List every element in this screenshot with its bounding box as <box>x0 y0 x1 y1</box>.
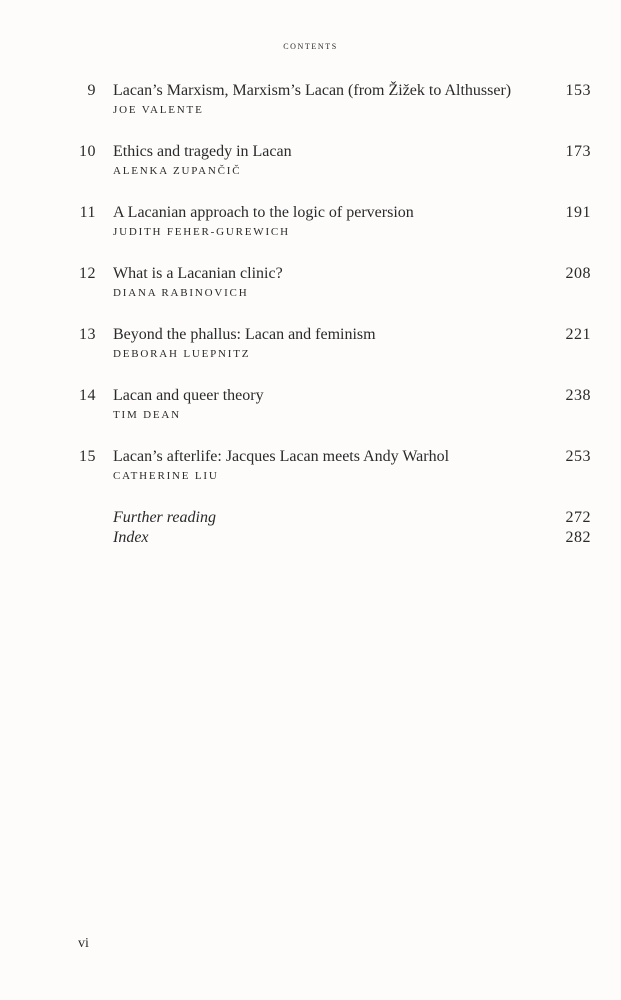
chapter-author: TIM DEAN <box>113 409 181 421</box>
page-number: 238 <box>565 387 591 404</box>
chapter-title: What is a Lacanian clinic? <box>113 265 283 282</box>
page-number: 153 <box>565 82 591 99</box>
chapter-title: A Lacanian approach to the logic of perversion <box>113 204 414 221</box>
chapter-number: 15 <box>79 448 96 465</box>
page-number: 191 <box>565 204 591 221</box>
back-matter-title: Further reading <box>113 509 216 526</box>
chapter-author: CATHERINE LIU <box>113 470 219 482</box>
contents-heading: contents <box>283 40 338 52</box>
chapter-number: 9 <box>87 82 96 99</box>
chapter-author: DEBORAH LUEPNITZ <box>113 348 251 360</box>
chapter-title: Lacan’s afterlife: Jacques Lacan meets Andy Warhol <box>113 448 450 465</box>
page-number: 272 <box>565 509 591 526</box>
chapter-number: 14 <box>79 387 96 404</box>
page-number: 221 <box>565 326 591 343</box>
chapter-author: JOE VALENTE <box>113 104 204 116</box>
chapter-author: DIANA RABINOVICH <box>113 287 249 299</box>
chapter-title: Lacan’s Marxism, Marxism’s Lacan (from Žižek to Althusser) <box>113 82 512 99</box>
chapter-title: Ethics and tragedy in Lacan <box>113 143 292 160</box>
chapter-title: Lacan and queer theory <box>113 387 264 404</box>
chapter-author: JUDITH FEHER-GUREWICH <box>113 226 290 238</box>
page-number: 282 <box>565 529 591 546</box>
chapter-number: 11 <box>79 204 96 221</box>
chapter-number: 13 <box>79 326 96 343</box>
chapter-title: Beyond the phallus: Lacan and feminism <box>113 326 376 343</box>
chapter-number: 10 <box>79 143 96 160</box>
page-number: 173 <box>565 143 591 160</box>
chapter-author: ALENKA ZUPANČIČ <box>113 165 242 177</box>
page-folio: vi <box>78 936 89 951</box>
page-number: 208 <box>565 265 591 282</box>
chapter-number: 12 <box>79 265 96 282</box>
back-matter-title: Index <box>113 529 149 546</box>
page-number: 253 <box>565 448 591 465</box>
